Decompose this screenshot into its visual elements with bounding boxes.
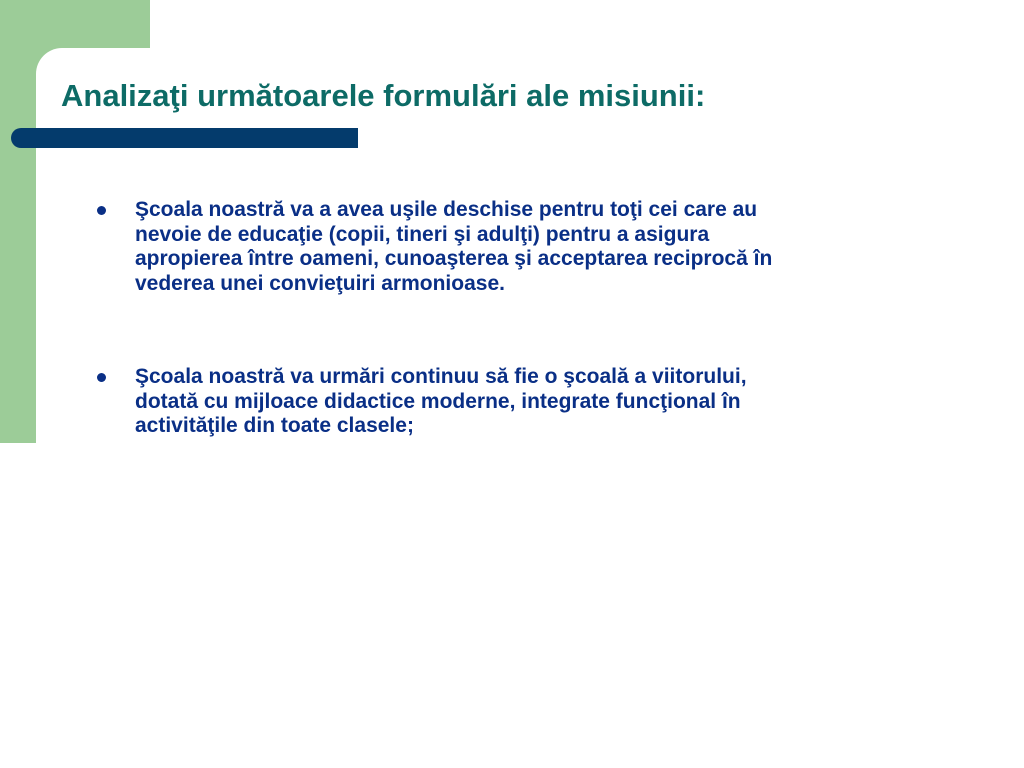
bullet-line: nevoie de educaţie (copii, tineri şi adulţi) pentru a asigura (135, 222, 710, 246)
bullet-line: Şcoala noastră va urmări continuu să fie o şcoală a viitorului, (135, 365, 747, 388)
bullet-line: Şcoala noastră va a avea uşile deschise pentru toţi cei care au (135, 198, 758, 221)
bullet-item (95, 365, 955, 439)
bullet-item (95, 198, 955, 296)
bullet-dot-icon (97, 206, 106, 215)
title-underline-bar (11, 128, 358, 148)
bullet-dot-icon (97, 373, 106, 382)
bullet-line: apropierea între oameni, cunoaşterea şi acceptarea reciprocă în (135, 247, 773, 270)
bullet-list (95, 198, 955, 439)
bullet-line: activităţile din toate clasele; (135, 414, 414, 437)
bullet-line: dotată cu mijloace didactice moderne, integrate funcţional în (135, 389, 741, 413)
slide-title: Analizaţi următoarele formulări ale misiunii: (61, 78, 706, 113)
bullet-line: vederea unei convieţuiri armonioase. (135, 271, 505, 295)
